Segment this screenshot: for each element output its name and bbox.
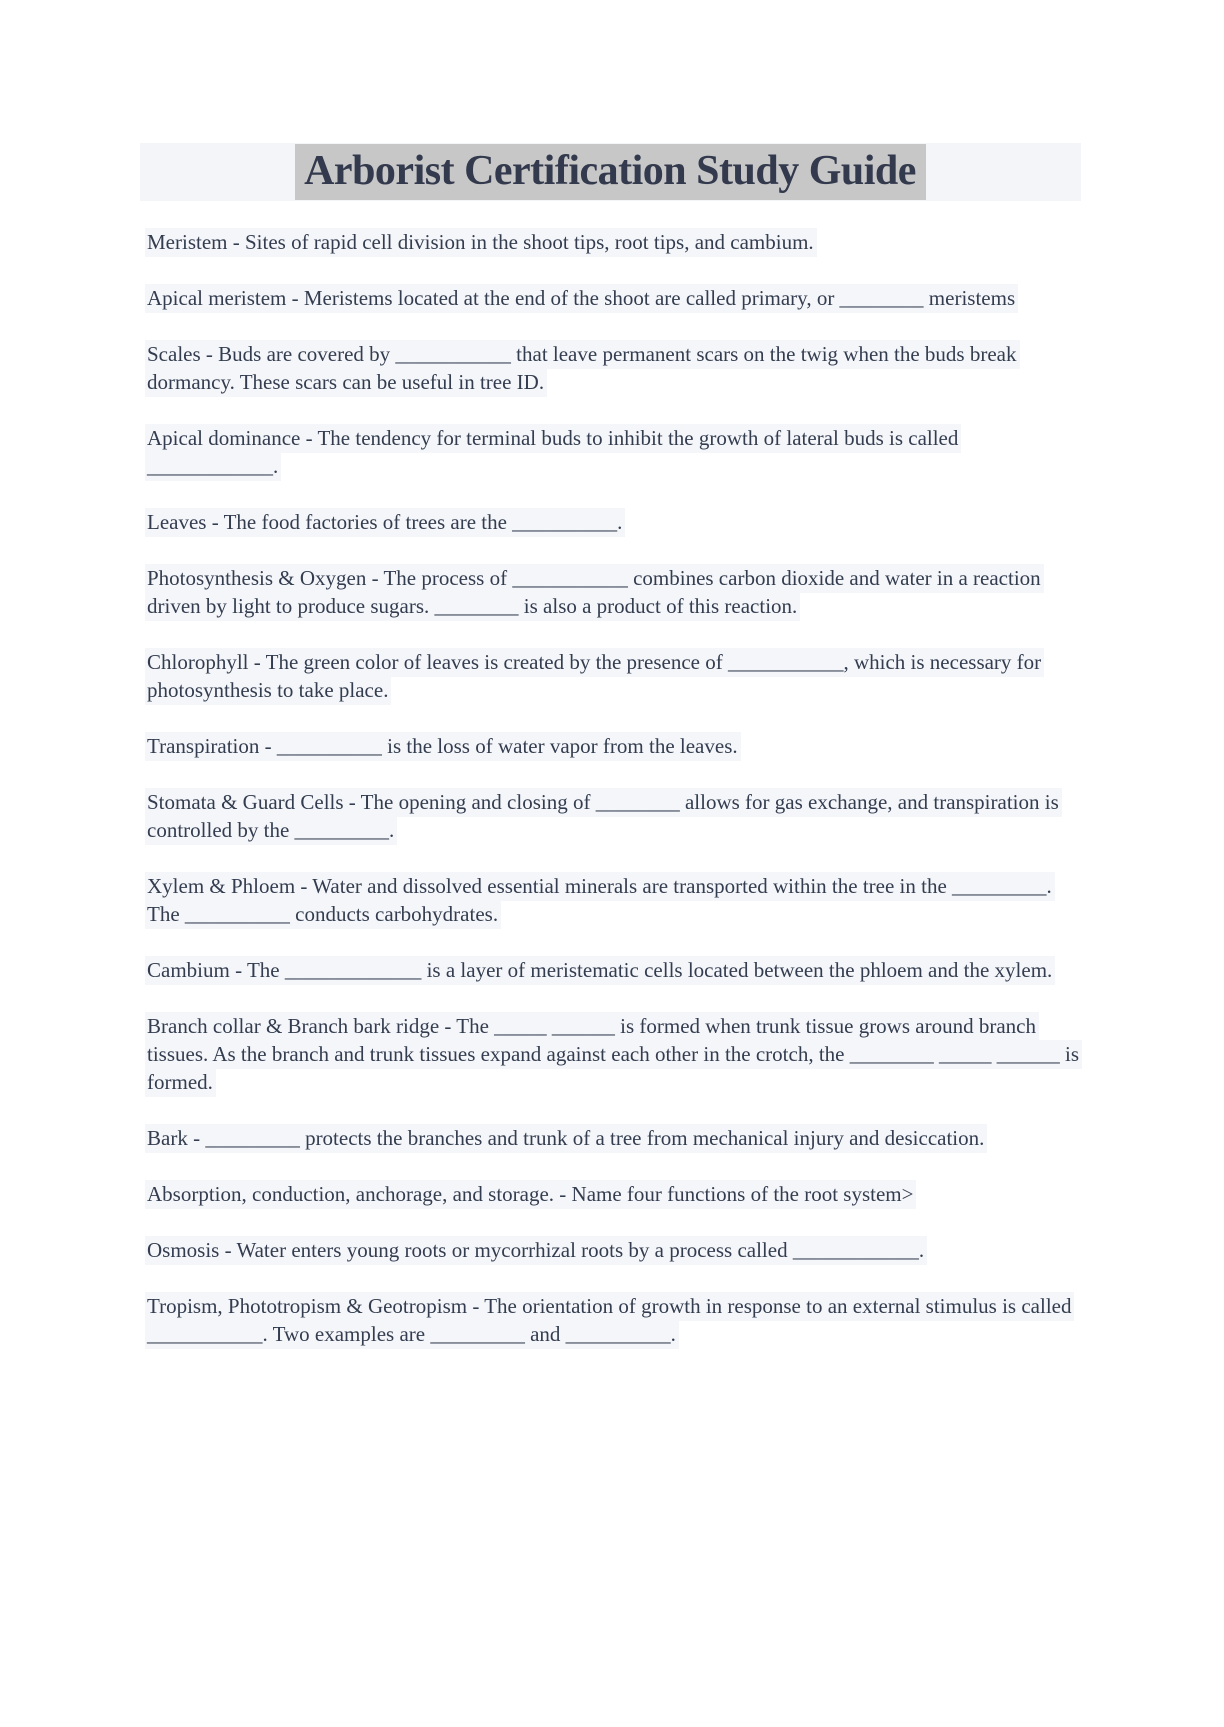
- study-item-text: Meristem - Sites of rapid cell division in the shoot tips, root tips, and cambium.: [145, 228, 817, 257]
- study-item-text: Apical meristem - Meristems located at the end of the shoot are called primary, or ________ meristems: [145, 284, 1018, 313]
- study-item-scales: [145, 340, 1081, 396]
- study-item-root-functions: [145, 1180, 1081, 1208]
- study-item-cambium: [145, 956, 1081, 984]
- document-page: [0, 143, 1224, 1727]
- study-item-text: Absorption, conduction, anchorage, and storage. - Name four functions of the root system>: [145, 1180, 916, 1209]
- study-item-xylem-phloem: [145, 872, 1081, 928]
- study-item-text: Tropism, Phototropism & Geotropism - The orientation of growth in response to an external stimulus is called ___________. Two examples are _________ and __________.: [145, 1292, 1074, 1349]
- study-item-text: Apical dominance - The tendency for terminal buds to inhibit the growth of lateral buds is called ____________.: [145, 424, 961, 481]
- study-item-text: Scales - Buds are covered by ___________ that leave permanent scars on the twig when the buds break dormancy. These scars can be useful in tree ID.: [145, 340, 1020, 397]
- study-item-text: Photosynthesis & Oxygen - The process of ___________ combines carbon dioxide and water in a reaction driven by light to produce sugars. ________ is also a product of this reaction.: [145, 564, 1044, 621]
- study-item-chlorophyll: [145, 648, 1081, 704]
- study-item-text: Transpiration - __________ is the loss of water vapor from the leaves.: [145, 732, 741, 761]
- study-item-text: Bark - _________ protects the branches and trunk of a tree from mechanical injury and desiccation.: [145, 1124, 987, 1153]
- study-item-bark: [145, 1124, 1081, 1152]
- study-item-text: Osmosis - Water enters young roots or mycorrhizal roots by a process called ____________.: [145, 1236, 927, 1265]
- study-item-text: Cambium - The _____________ is a layer of meristematic cells located between the phloem and the xylem.: [145, 956, 1055, 985]
- study-item-apical-meristem: [145, 284, 1081, 312]
- study-item-tropism: [145, 1292, 1081, 1348]
- study-item-apical-dominance: [145, 424, 1081, 480]
- study-item-branch-collar-bark-ridge: [145, 1012, 1081, 1096]
- study-item-text: Stomata & Guard Cells - The opening and closing of ________ allows for gas exchange, and transpiration is controlled by the _________.: [145, 788, 1062, 845]
- page-title: Arborist Certification Study Guide: [295, 144, 926, 200]
- study-item-transpiration: [145, 732, 1081, 760]
- study-item-text: Leaves - The food factories of trees are the __________.: [145, 508, 625, 537]
- study-item-meristem: [145, 228, 1081, 256]
- study-item-text: Branch collar & Branch bark ridge - The _____ ______ is formed when trunk tissue grows around branch tissues. As the branch and trunk tissues expand against each other in the crotch, the ________ _____ ______ is formed.: [145, 1012, 1082, 1097]
- document-body: [145, 228, 1081, 1348]
- study-item-text: Xylem & Phloem - Water and dissolved essential minerals are transported within the tree in the _________. The __________ conducts carbohydrates.: [145, 872, 1055, 929]
- study-item-leaves: [145, 508, 1081, 536]
- title-band: [140, 143, 1081, 201]
- study-item-stomata-guard-cells: [145, 788, 1081, 844]
- study-item-text: Chlorophyll - The green color of leaves is created by the presence of ___________, which is necessary for photosynthesis to take place.: [145, 648, 1044, 705]
- study-item-photosynthesis-oxygen: [145, 564, 1081, 620]
- study-item-osmosis: [145, 1236, 1081, 1264]
